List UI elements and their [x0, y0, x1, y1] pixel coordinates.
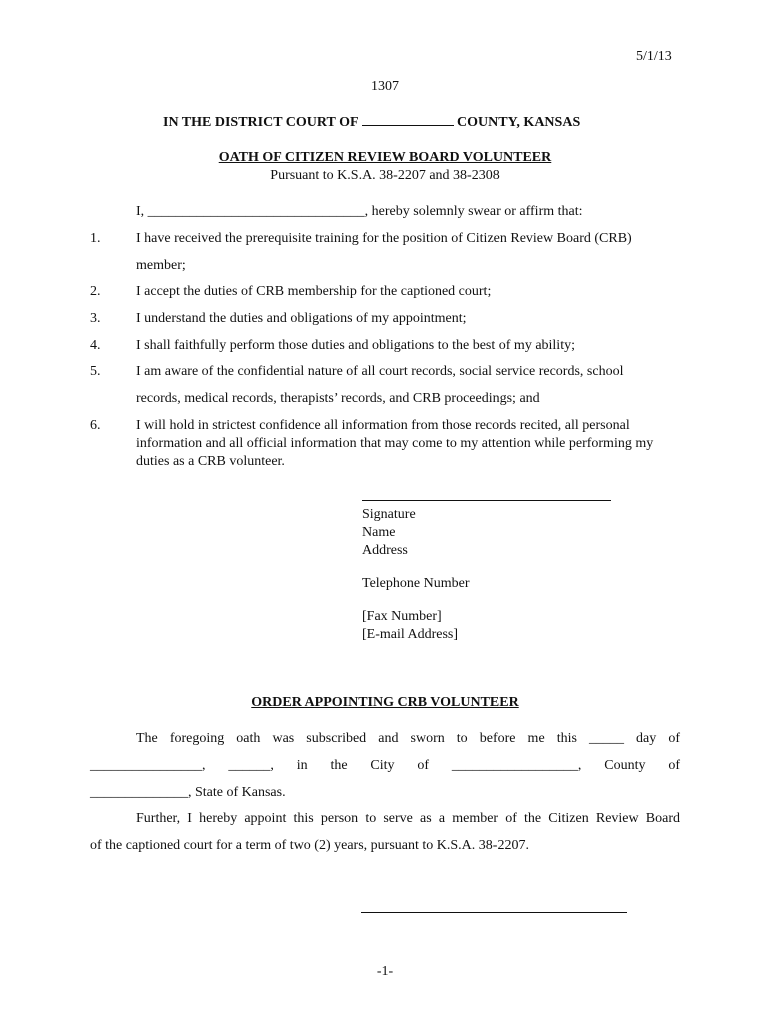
name-label: Name — [362, 525, 396, 540]
item-text-continued: records, medical records, therapists’ records, and CRB proceedings; and — [136, 391, 540, 406]
order-title: ORDER APPOINTING CRB VOLUNTEER — [251, 695, 519, 710]
item-text-continued: member; — [136, 258, 186, 273]
item-number: 5. — [90, 364, 101, 379]
signature-line — [362, 500, 611, 501]
email-label: [E-mail Address] — [362, 627, 459, 642]
signature-label: Signature — [362, 507, 416, 522]
order-text-line: Further, I hereby appoint this person to serve as a member of the Citizen Review Board — [136, 811, 680, 826]
caption-suffix: COUNTY, KANSAS — [457, 115, 581, 130]
item-text: I have received the prerequisite training for the position of Citizen Review Board (CRB) — [136, 231, 632, 246]
item-text: I shall faithfully perform those duties and obligations to the best of my ability; — [136, 338, 575, 353]
revision-date: 5/1/13 — [636, 49, 672, 64]
order-text-line: The foregoing oath was subscribed and sworn to before me this _____ day of — [136, 731, 680, 746]
address-label: Address — [362, 543, 408, 558]
page-number: -1- — [376, 964, 394, 979]
item-number: 1. — [90, 231, 101, 246]
item-number: 3. — [90, 311, 101, 326]
oath-intro: I, _______________________________, hereby solemnly swear or affirm that: — [136, 204, 583, 219]
item-number: 2. — [90, 284, 101, 299]
item-number: 6. — [90, 418, 101, 433]
caption-prefix: IN THE DISTRICT COURT OF — [163, 115, 359, 130]
item-text: I understand the duties and obligations of my appointment; — [136, 311, 467, 326]
fax-label: [Fax Number] — [362, 609, 442, 624]
county-blank — [362, 125, 454, 126]
order-text-line: ______________, State of Kansas. — [90, 785, 286, 800]
oath-title: OATH OF CITIZEN REVIEW BOARD VOLUNTEER — [218, 150, 552, 165]
court-caption — [163, 114, 580, 132]
item-number: 4. — [90, 338, 101, 353]
order-text-line: ________________, ______, in the City of __________________, County of — [90, 758, 680, 773]
form-number: 1307 — [371, 79, 399, 94]
oath-subtitle: Pursuant to K.S.A. 38-2207 and 38-2308 — [270, 168, 500, 183]
item-text: I will hold in strictest confidence all information from those records recited, all personal information and all official information that may come to my attention while performing my duties as a CRB volunteer. — [136, 418, 654, 469]
item-text: I accept the duties of CRB membership for the captioned court; — [136, 284, 492, 299]
telephone-label: Telephone Number — [362, 576, 470, 591]
order-text-line: of the captioned court for a term of two (2) years, pursuant to K.S.A. 38-2207. — [90, 838, 529, 853]
judge-signature-line — [361, 912, 627, 913]
item-text: I am aware of the confidential nature of all court records, social service records, school — [136, 364, 624, 379]
